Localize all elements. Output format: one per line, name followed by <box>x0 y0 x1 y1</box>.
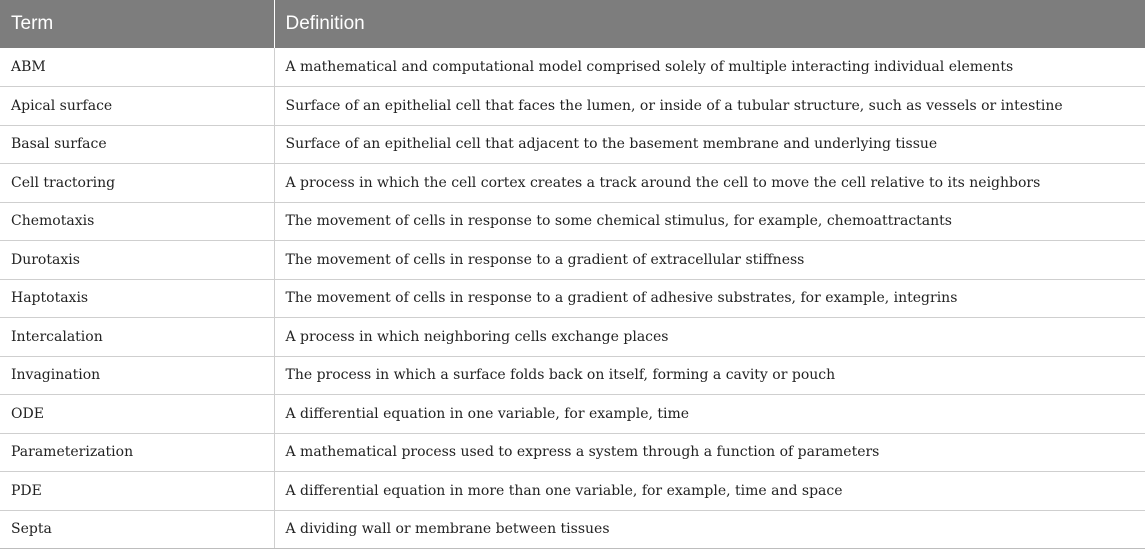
table-row <box>0 279 1145 318</box>
definition-cell: A differential equation in one variable, for example, time <box>274 395 1145 434</box>
definition-cell: The movement of cells in response to a gradient of adhesive substrates, for example, integrins <box>274 279 1145 318</box>
header-term: Term <box>0 0 274 48</box>
term-cell: Parameterization <box>0 433 274 472</box>
definition-cell: A differential equation in more than one variable, for example, time and space <box>274 472 1145 511</box>
table-row <box>0 472 1145 511</box>
table-row <box>0 433 1145 472</box>
table-body <box>0 48 1145 549</box>
term-cell: Invagination <box>0 356 274 395</box>
definition-cell: A dividing wall or membrane between tissues <box>274 510 1145 549</box>
table-row <box>0 395 1145 434</box>
definition-cell: A mathematical process used to express a system through a function of parameters <box>274 433 1145 472</box>
term-cell: Septa <box>0 510 274 549</box>
definition-cell: A mathematical and computational model comprised solely of multiple interacting individual elements <box>274 48 1145 87</box>
header-definition: Definition <box>285 13 365 34</box>
term-cell: ODE <box>0 395 274 434</box>
definition-cell: A process in which the cell cortex creates a track around the cell to move the cell relative to its neighbors <box>274 164 1145 203</box>
term-cell: Apical surface <box>0 87 274 126</box>
table-row <box>0 202 1145 241</box>
table-row <box>0 318 1145 357</box>
table-row <box>0 241 1145 280</box>
term-cell: Basal surface <box>0 125 274 164</box>
term-cell: PDE <box>0 472 274 511</box>
definition-cell: The movement of cells in response to a gradient of extracellular stiffness <box>274 241 1145 280</box>
definition-cell: The process in which a surface folds back on itself, forming a cavity or pouch <box>274 356 1145 395</box>
term-cell: Durotaxis <box>0 241 274 280</box>
term-cell: Haptotaxis <box>0 279 274 318</box>
term-cell: Chemotaxis <box>0 202 274 241</box>
term-cell: Intercalation <box>0 318 274 357</box>
term-cell: ABM <box>0 48 274 87</box>
table-row <box>0 164 1145 203</box>
header-row <box>0 0 1145 48</box>
table-row <box>0 356 1145 395</box>
term-cell: Cell tractoring <box>0 164 274 203</box>
definition-cell: A process in which neighboring cells exchange places <box>274 318 1145 357</box>
table-row <box>0 87 1145 126</box>
definition-cell: Surface of an epithelial cell that faces the lumen, or inside of a tubular structure, such as vessels or intestine <box>274 87 1145 126</box>
table-row <box>0 48 1145 87</box>
table-row <box>0 510 1145 549</box>
table-row <box>0 125 1145 164</box>
definition-cell: The movement of cells in response to some chemical stimulus, for example, chemoattractants <box>274 202 1145 241</box>
definition-cell: Surface of an epithelial cell that adjacent to the basement membrane and underlying tissue <box>274 125 1145 164</box>
table-header <box>0 0 1145 48</box>
